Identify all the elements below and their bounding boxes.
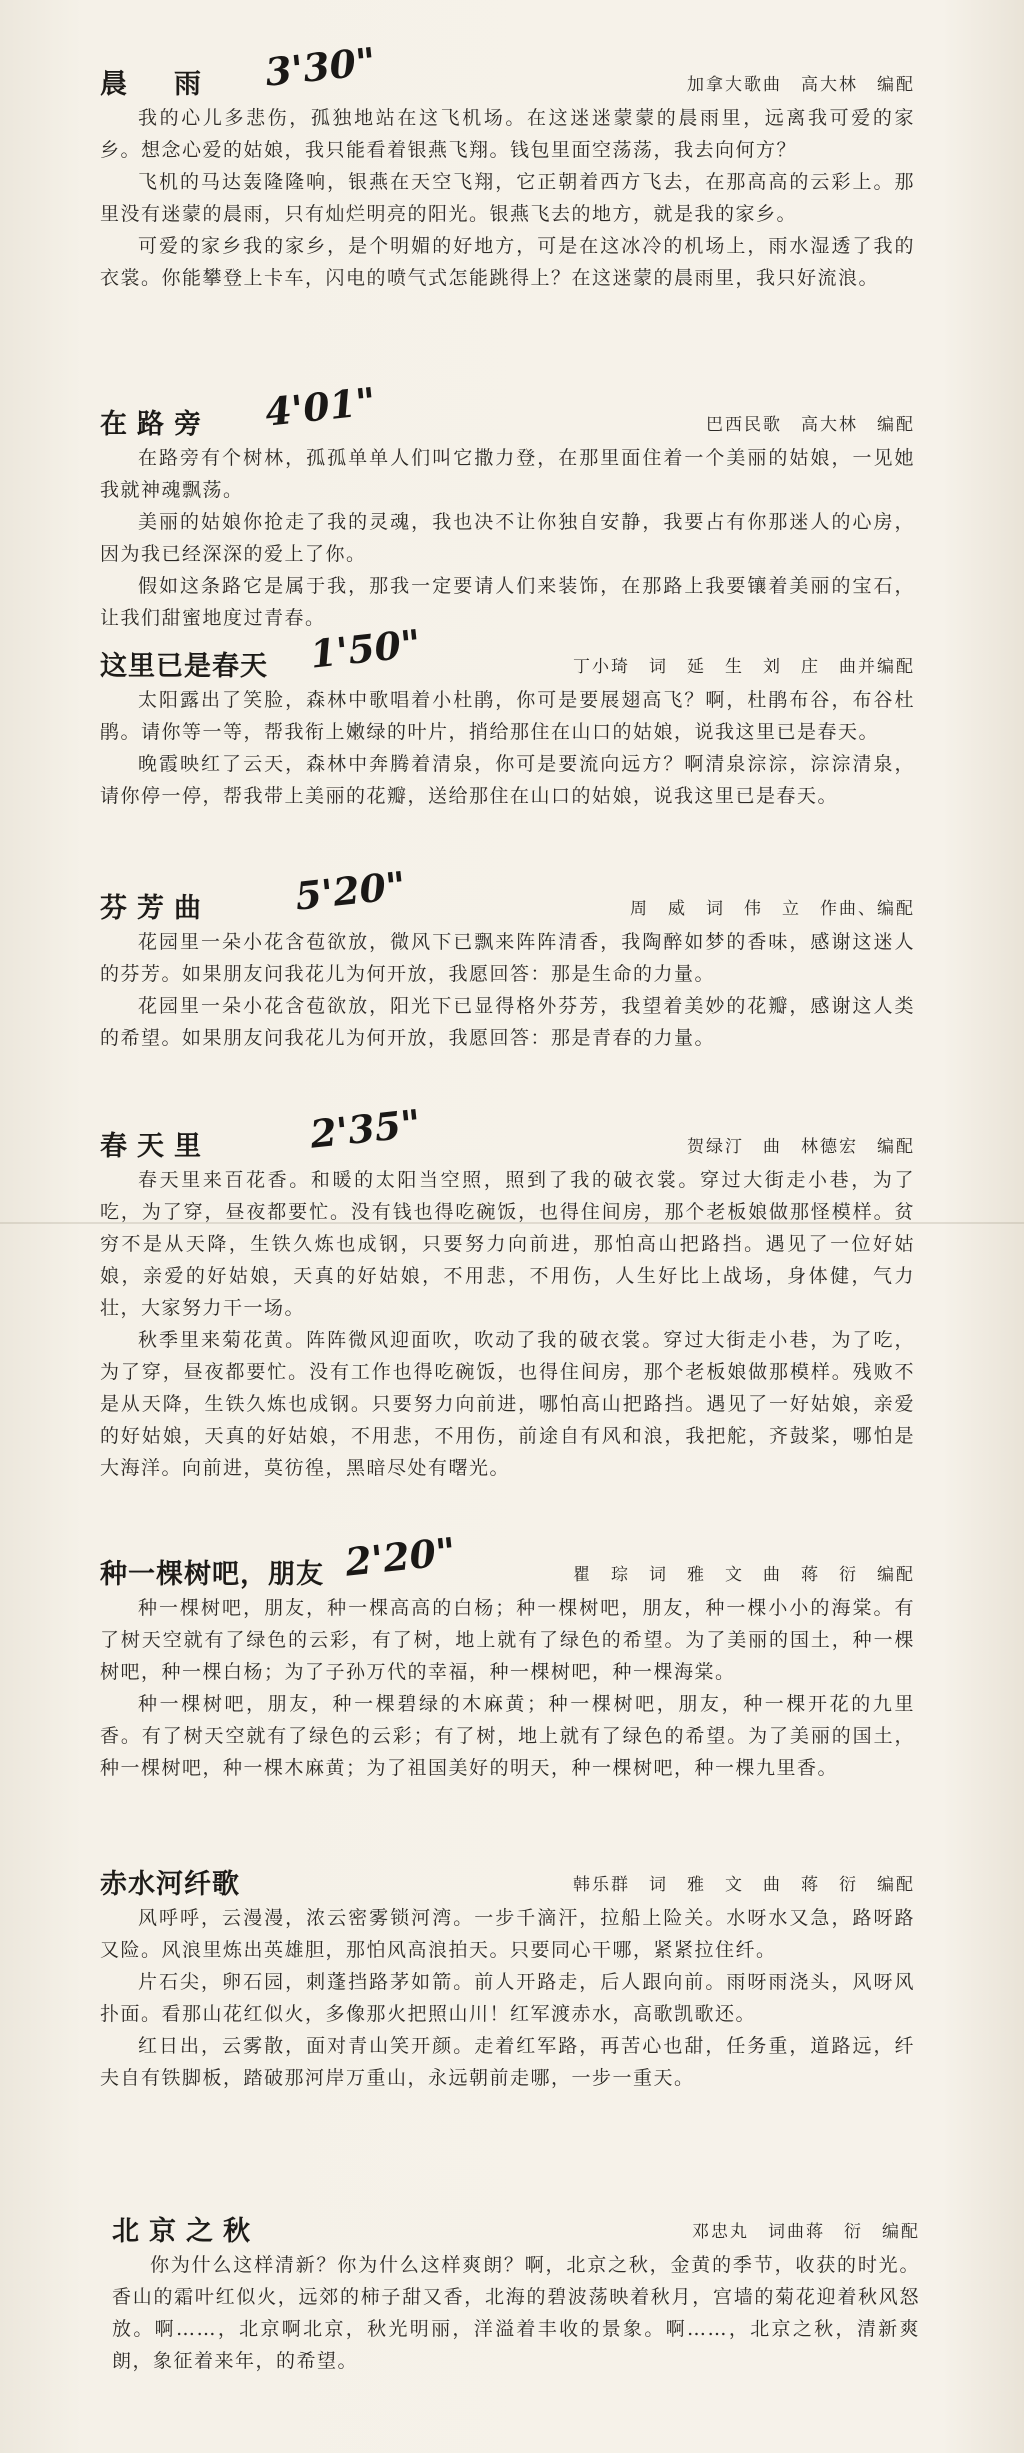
lyric-paragraph: 可爱的家乡我的家乡，是个明媚的好地方，可是在这冰冷的机场上，雨水湿透了我的衣裳。你能攀登上卡车，闪电的喷气式怎能跳得上？在这迷蒙的晨雨里，我只好流浪。 (100, 235, 915, 289)
song-fenfangqu (100, 862, 915, 1054)
lyric-paragraph: 美丽的姑娘你抢走了我的灵魂，我也决不让你独自安静，我要占有你那迷人的心房，因为我已经深深的爱上了你。 (100, 511, 915, 565)
handwritten-duration: 2'20" (342, 1528, 458, 1585)
song-zhongyikeshuba (100, 1528, 915, 1784)
lyric-paragraph: 花园里一朵小花含苞欲放，微风下已飘来阵阵清香，我陶醉如梦的香味，感谢这迷人的芬芳。如果朋友问我花儿为何开放，我愿回答：那是生命的力量。 (100, 931, 915, 985)
lyric-paragraph: 在路旁有个树林，孤孤单单人们叫它撒力登，在那里面住着一个美丽的姑娘，一见她我就神魂飘荡。 (100, 447, 915, 501)
handwritten-duration: 1'50" (307, 620, 423, 677)
song-title: 北京之秋 (112, 2216, 260, 2247)
song-credit: 加拿大歌曲 高大林 编配 (687, 75, 915, 95)
lyric-paragraph: 春天里来百花香。和暖的太阳当空照，照到了我的破衣裳。穿过大街走小巷，为了吃，为了穿，昼夜都要忙。没有钱也得吃碗饭，也得住间房，那个老板娘做那怪模样。贫穷不是从天降，生铁久炼也成钢，只要努力向前进，那怕高山把路挡。遇见了一位好姑娘，亲爱的好姑娘，天真的好姑娘，不用悲，不用伤，人生好比上战场，身体健，气力壮，大家努力干一场。 (100, 1169, 915, 1319)
song-chenyu (100, 38, 915, 294)
lyric-paragraph: 花园里一朵小花含苞欲放，阳光下已显得格外芬芳，我望着美妙的花瓣，感谢这人类的希望。如果朋友问我花儿为何开放，我愿回答：那是青春的力量。 (100, 995, 915, 1049)
lyric-paragraph: 秋季里来菊花黄。阵阵微风迎面吹，吹动了我的破衣裳。穿过大街走小巷，为了吃，为了穿，昼夜都要忙。没有工作也得吃碗饭，也得住间房，那个老板娘做那模样。残败不是从天降，生铁久炼也成钢。只要努力向前进，哪怕高山把路挡。遇见了一好姑娘，亲爱的好姑娘，天真的好姑娘，不用悲，不用伤，前途自有风和浪，我把舵，齐鼓桨，哪怕是大海洋。向前进，莫彷徨，黑暗尽处有曙光。 (100, 1329, 915, 1479)
lyric-paragraph: 太阳露出了笑脸，森林中歌唱着小杜鹃，你可是要展翅高飞？啊，杜鹃布谷，布谷杜鹃。请你等一等，帮我衔上嫩绿的叶片，捎给那住在山口的姑娘，说我这里已是春天。 (100, 689, 915, 743)
lyric-paragraph: 片石尖，卵石园，刺蓬挡路茅如箭。前人开路走，后人跟向前。雨呀雨浇头，风呀风扑面。看那山花红似火，多像那火把照山川！红军渡赤水，高歌凯歌还。 (100, 1971, 915, 2025)
song-credit: 周 威 词 伟 立 作曲、编配 (630, 899, 915, 919)
lyric-paragraph: 风呼呼，云漫漫，浓云密雾锁河湾。一步千滴汗，拉船上险关。水呀水又急，路呀路又险。风浪里炼出英雄胆，那怕风高浪拍天。只要同心干哪，紧紧拉住纤。 (100, 1907, 915, 1961)
handwritten-duration: 3'30" (262, 38, 378, 95)
song-title: 在路旁 (100, 409, 211, 440)
song-title: 春天里 (100, 1131, 211, 1162)
lyric-paragraph: 我的心儿多悲伤，孤独地站在这飞机场。在这迷迷蒙蒙的晨雨里，远离我可爱的家乡。想念心爱的姑娘，我只能看着银燕飞翔。钱包里面空荡荡，我去向何方？ (100, 107, 915, 161)
song-title: 赤水河纤歌 (100, 1869, 240, 1900)
handwritten-duration: 2'35" (307, 1100, 423, 1157)
song-zailupang (100, 378, 915, 634)
song-title: 种一棵树吧，朋友 (100, 1559, 324, 1590)
lyric-paragraph: 种一棵树吧，朋友，种一棵碧绿的木麻黄；种一棵树吧，朋友，种一棵开花的九里香。有了树天空就有了绿色的云彩；有了树，地上就有了绿色的希望。为了美丽的国土，种一棵树吧，种一棵木麻黄；为了祖国美好的明天，种一棵树吧，种一棵九里香。 (100, 1693, 915, 1779)
lyric-paragraph: 你为什么这样清新？你为什么这样爽朗？啊，北京之秋，金黄的季节，收获的时光。香山的霜叶红似火，远郊的柿子甜又香，北海的碧波荡映着秋月，宫墙的菊花迎着秋风怒放。啊……，北京啊北京，秋光明丽，洋溢着丰收的景象。啊……，北京之秋，清新爽朗，象征着来年，的希望。 (112, 2254, 920, 2372)
lyric-paragraph: 红日出，云雾散，面对青山笑开颜。走着红军路，再苦心也甜，任务重，道路远，纤夫自有铁脚板，踏破那河岸万重山，永远朝前走哪，一步一重天。 (100, 2035, 915, 2089)
handwritten-duration: 5'20" (292, 862, 408, 919)
song-credit: 巴西民歌 高大林 编配 (706, 415, 915, 435)
song-title: 晨 雨 (100, 69, 211, 100)
song-credit: 韩乐群 词 雅 文 曲 蒋 衍 编配 (573, 1875, 915, 1895)
lyric-paragraph: 飞机的马达轰隆隆响，银燕在天空飞翔，它正朝着西方飞去，在那高高的云彩上。那里没有迷蒙的晨雨，只有灿烂明亮的阳光。银燕飞去的地方，就是我的家乡。 (100, 171, 915, 225)
lyric-paragraph: 晚霞映红了云天，森林中奔腾着清泉，你可是要流向远方？啊清泉淙淙，淙淙清泉，请你停一停，帮我带上美丽的花瓣，送给那住在山口的姑娘，说我这里已是春天。 (100, 753, 915, 807)
song-credit: 贺绿汀 曲 林德宏 编配 (687, 1137, 915, 1157)
song-credit: 丁小琦 词 延 生 刘 庄 曲并编配 (573, 657, 915, 677)
handwritten-duration: 4'01" (262, 378, 378, 435)
song-title: 芬芳曲 (100, 893, 211, 924)
song-chuntianli (100, 1100, 915, 1484)
song-beijingzhiqiu (112, 2205, 920, 2377)
lyric-paragraph: 种一棵树吧，朋友，种一棵高高的白杨；种一棵树吧，朋友，种一棵小小的海棠。有了树天空就有了绿色的云彩，有了树，地上就有了绿色的希望。为了美丽的国土，种一棵树吧，种一棵白杨；为了子孙万代的幸福，种一棵树吧，种一棵海棠。 (100, 1597, 915, 1683)
song-credit: 瞿 琮 词 雅 文 曲 蒋 衍 编配 (573, 1565, 915, 1585)
song-title: 这里已是春天 (100, 651, 268, 682)
lyric-paragraph: 假如这条路它是属于我，那我一定要请人们来装饰，在那路上我要镶着美丽的宝石，让我们甜蜜地度过青春。 (100, 575, 915, 629)
song-chishuihe (100, 1858, 915, 2094)
song-credit: 邓忠丸 词曲蒋 衍 编配 (692, 2222, 920, 2242)
song-zheliyishichuntian (100, 620, 915, 812)
